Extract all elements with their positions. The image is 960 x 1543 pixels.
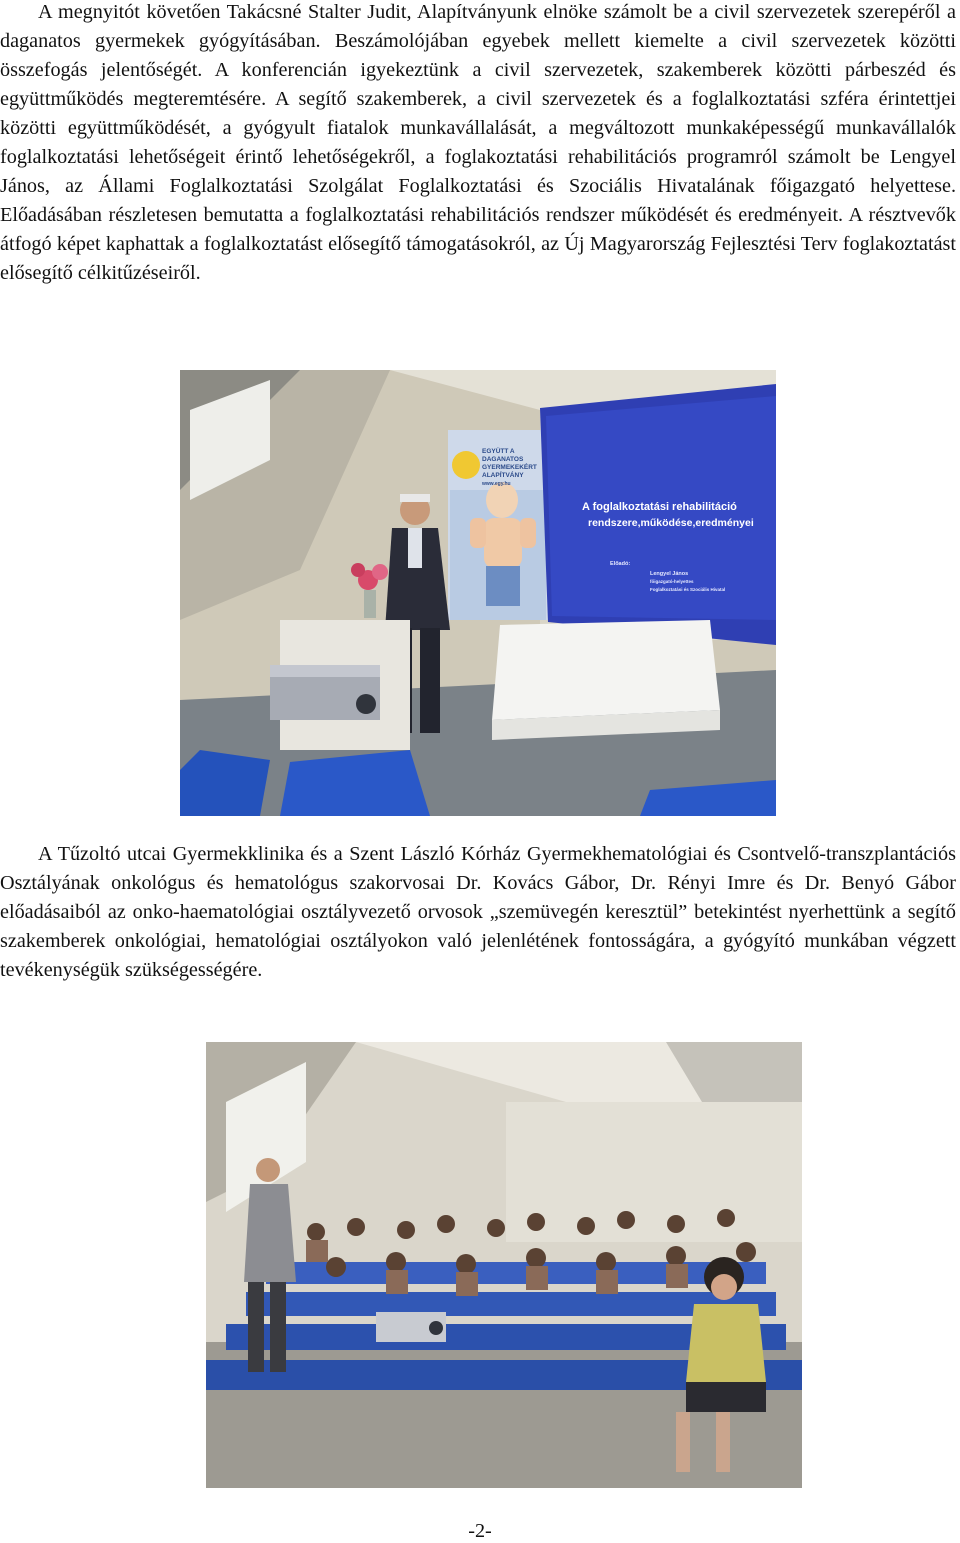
paragraph-clinic-doctors: A Tűzoltó utcai Gyermekklinika és a Szent László Kórház Gyermekhematológiai és Csontvelő-transzplantációs Osztályának onkológus és hematológus szakorvosai Dr. Kovács Gábor, Dr. Rényi Imre és Dr. Benyó Gábor előadásaiból az onko-haematológiai osztályvezető orvosok „szemüvegén keresztül” betekintést nyerhettünk a segítő szakemberek onkológiai, hematológiai osztályokon való jelenlétének fontosságára, a gyógyító munkában végzett tevékenységük szükségességére. [0,843,956,981]
banner-text-line-2: DAGANATOS [482,456,524,463]
page-number: -2- [468,1520,492,1542]
banner-text-line-3: GYERMEKEKÉRT [482,464,537,471]
slide-presenter-label: Előadó: [610,561,631,567]
slide-title-line-1: A foglalkoztatási rehabilitáció [582,501,737,513]
slide-presenter-name: Lengyel János [650,571,689,577]
photo-audience [206,1042,802,1488]
slide-title-line-2: rendszere,működése,eredményei [588,517,754,529]
banner-text-line-1: EGYÜTT A [482,448,515,455]
banner-text-line-4: ALAPÍTVÁNY [482,472,524,479]
slide-presenter-role-1: főigazgató-helyettes [650,579,694,584]
photo-audience-drawing [206,1042,802,1488]
photo-presenter-at-screen [180,370,776,816]
paragraph-conference-opening: A megnyitót követően Takácsné Stalter Judit, Alapítványunk elnöke számolt be a civil szervezetek szerepéről a daganatos gyermekek gyógyításában. Beszámolójában egyebek mellett kiemelte a civil szervezetek közötti összefogás jelentőségét. A konferencián igyekeztünk a civil szervezetek, szakemberek közötti párbeszéd és együttműködés megteremtésére. A segítő szakemberek, a civil szervezetek és a foglalkoztatási szféra érintettjei közötti együttműködését, a gyógyult fiatalok munkavállalását, a megváltozott munkaképességű munkavállalók foglalkoztatási lehetőségeit érintő lehetőségekről, a foglakoztatási rehabilitációs programról számolt be Lengyel János, az Állami Foglalkoztatási Szolgálat Foglalkoztatási és Szociális Hivatalának főigazgató helyettese. Előadásában részletesen bemutatta a foglalkoztatási rehabilitációs rendszer működését és eredményeit. A résztvevők átfogó képet kaphattak a foglalkoztatást elősegítő támogatásokról, az Új Magyarország Fejlesztési Terv foglakoztatást elősegítő célkitűzéseiről. [0,1,956,284]
slide-presenter-role-2: Foglalkoztatási és Szociális Hivatal [650,587,726,592]
photo-presenter-drawing [180,370,776,816]
banner-url: www.egy.hu [482,481,511,487]
